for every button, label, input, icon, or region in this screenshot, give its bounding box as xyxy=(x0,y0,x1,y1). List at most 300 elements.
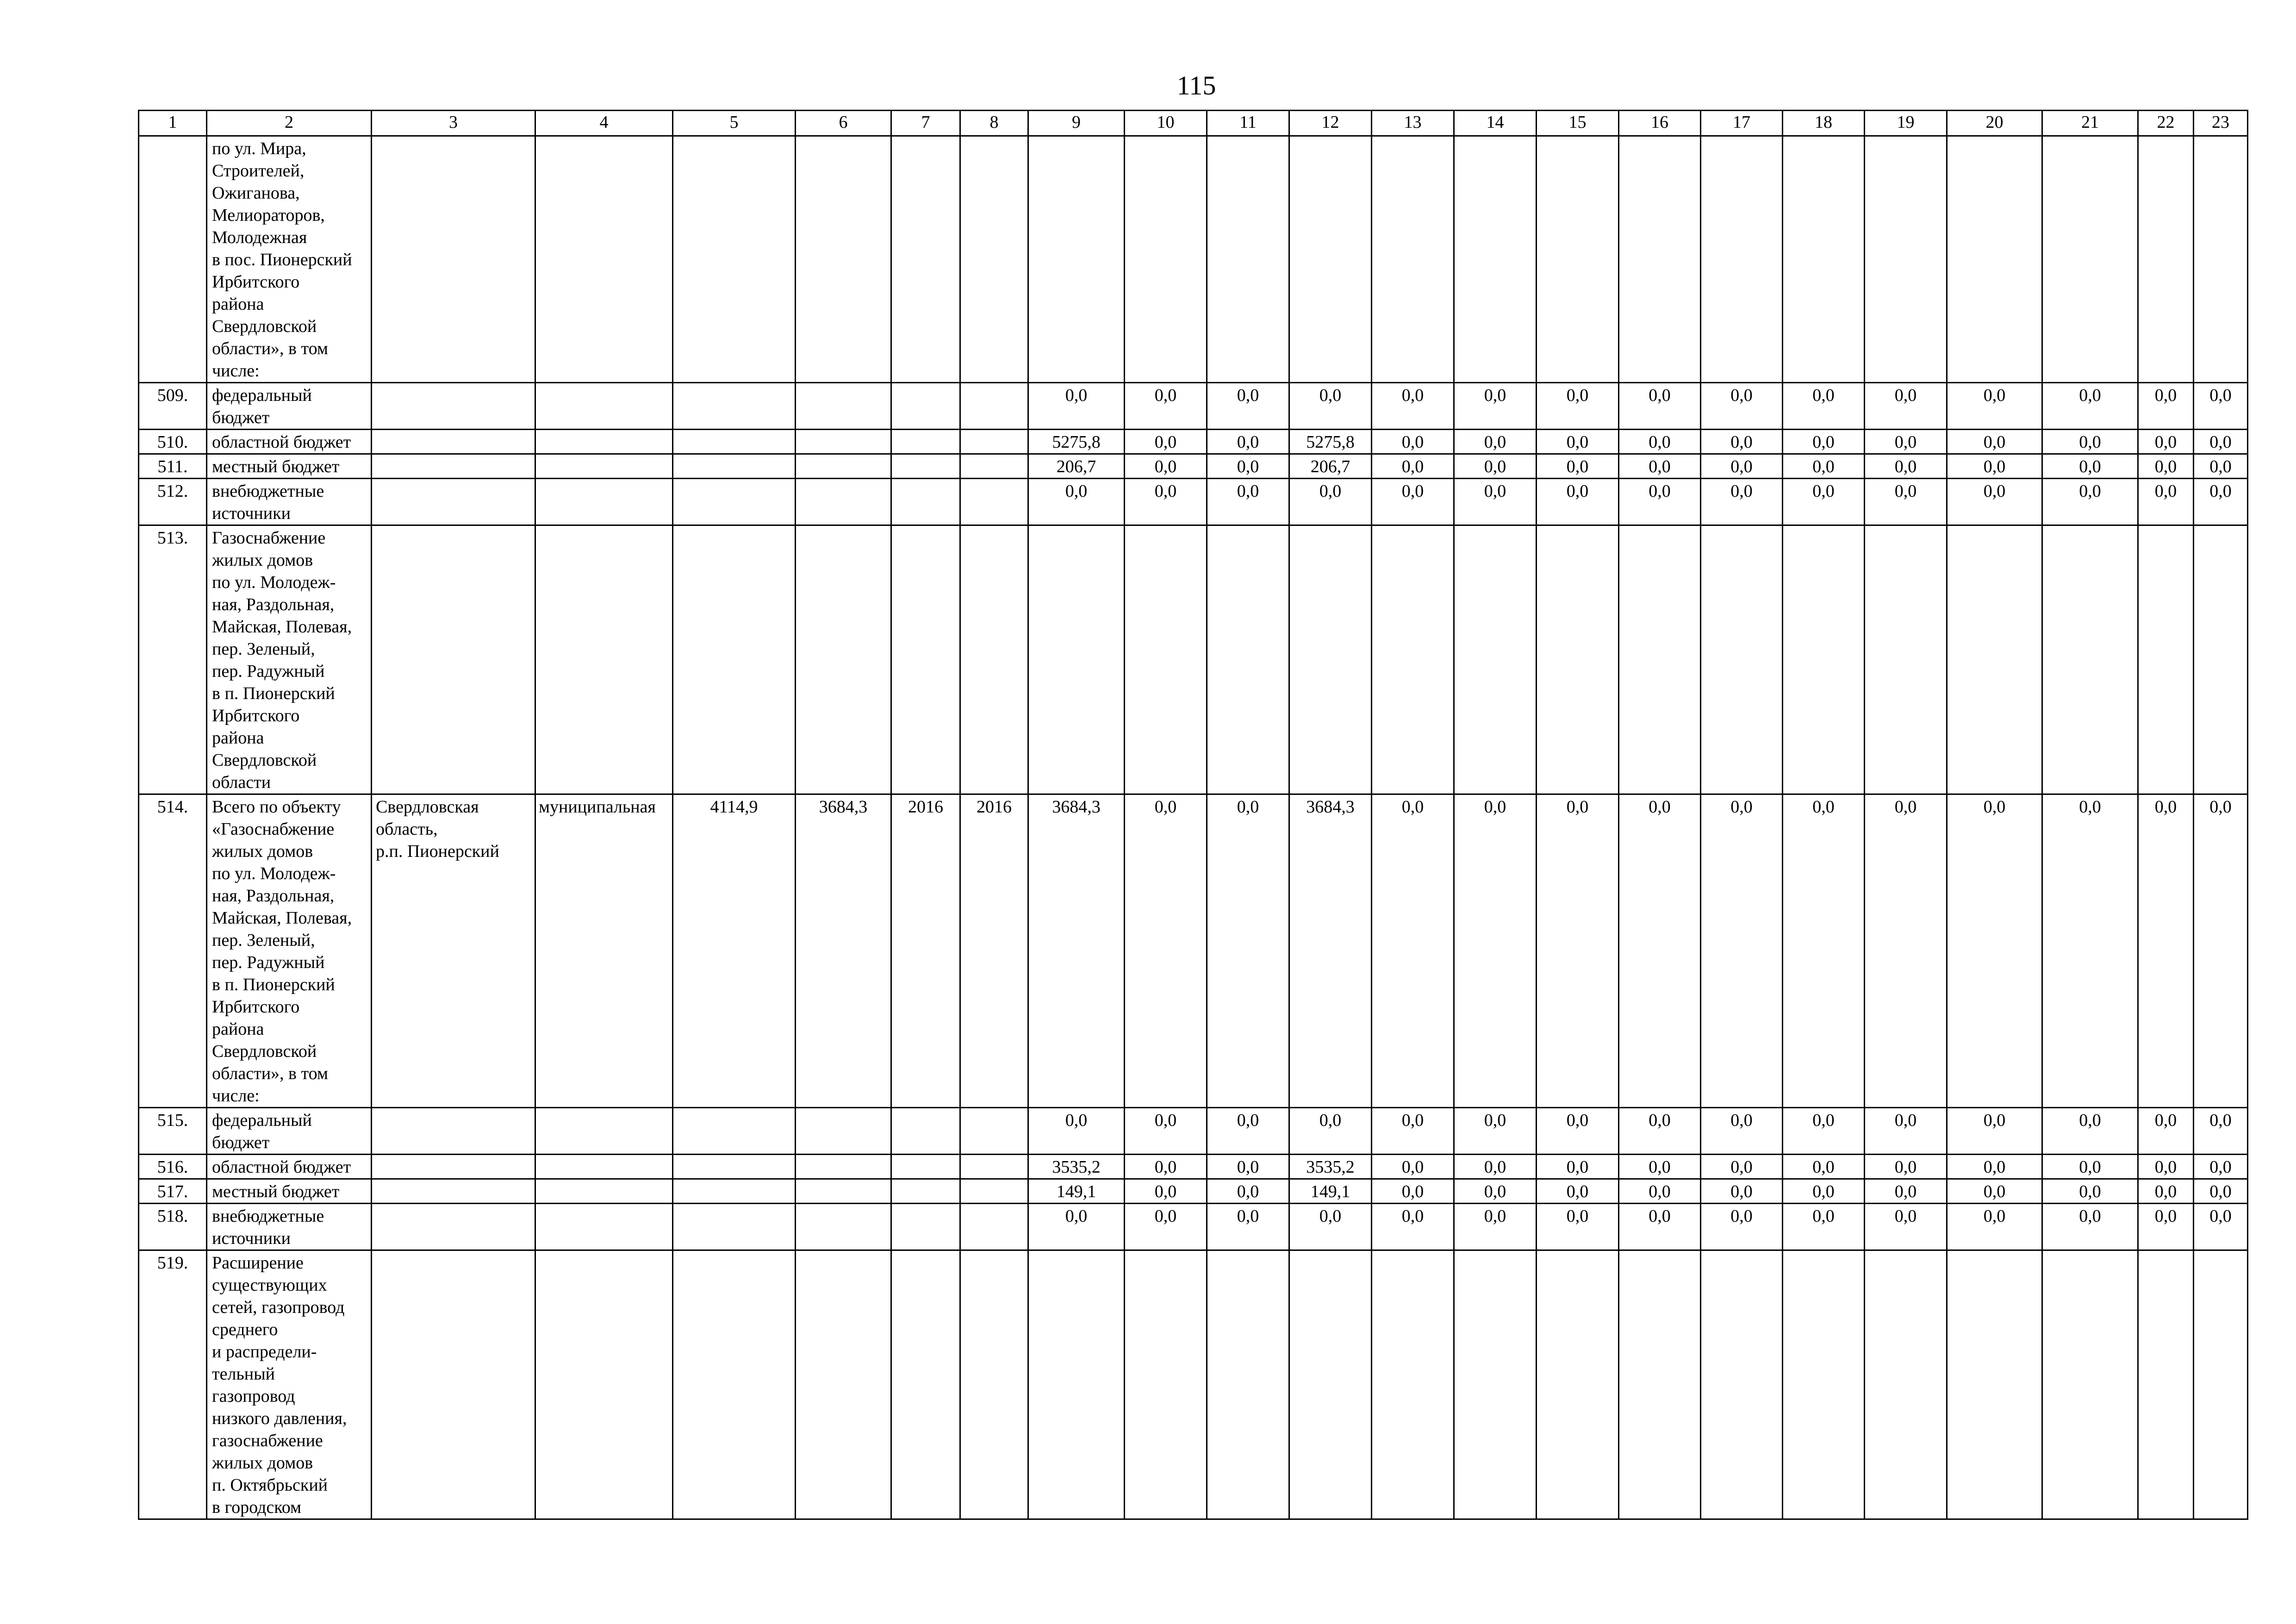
row-number-cell: 519. xyxy=(139,1250,207,1519)
value-cell: 0,0 xyxy=(1207,1179,1289,1204)
value-cell xyxy=(2138,136,2194,383)
value-cell: 0,0 xyxy=(2042,383,2138,430)
value-cell: 0,0 xyxy=(1947,1108,2042,1155)
value-cell xyxy=(796,479,891,525)
value-cell: 0,0 xyxy=(2042,454,2138,479)
value-cell: 0,0 xyxy=(1537,1155,1619,1179)
item-name-cell: по ул. Мира, Строителей, Ожиганова, Мелиораторов, Молодежная в пос. Пионерский Ирбитского района Свердловской области», в том числе: xyxy=(207,136,372,383)
row-number-cell: 516. xyxy=(139,1155,207,1179)
value-cell xyxy=(891,383,960,430)
value-cell: 0,0 xyxy=(1454,430,1537,454)
value-cell: 0,0 xyxy=(1372,479,1454,525)
column-number-header: 17 xyxy=(1701,111,1783,136)
column-number-header: 10 xyxy=(1125,111,1207,136)
value-cell xyxy=(960,1108,1028,1155)
value-cell: 0,0 xyxy=(1865,430,1947,454)
value-cell: 0,0 xyxy=(2194,1108,2248,1155)
value-cell: 0,0 xyxy=(1701,1179,1783,1204)
value-cell xyxy=(1207,525,1289,794)
value-cell: 0,0 xyxy=(2042,1179,2138,1204)
value-cell: 0,0 xyxy=(1125,1179,1207,1204)
value-cell xyxy=(1947,1250,2042,1519)
table-row xyxy=(139,525,2248,794)
value-cell xyxy=(2194,1250,2248,1519)
value-cell xyxy=(960,479,1028,525)
value-cell: 0,0 xyxy=(1207,1155,1289,1179)
row-number-cell: 509. xyxy=(139,383,207,430)
value-cell xyxy=(1701,1250,1783,1519)
table-row xyxy=(139,1108,2248,1155)
value-cell: 0,0 xyxy=(1028,383,1125,430)
value-cell xyxy=(2042,1250,2138,1519)
value-cell xyxy=(1028,1250,1125,1519)
value-cell: 3535,2 xyxy=(1289,1155,1372,1179)
value-cell: 0,0 xyxy=(1372,1179,1454,1204)
value-cell: 0,0 xyxy=(1783,430,1865,454)
value-cell xyxy=(796,1108,891,1155)
column-number-header: 19 xyxy=(1865,111,1947,136)
value-cell: 0,0 xyxy=(1454,1179,1537,1204)
item-name-cell: Газоснабжение жилых домов по ул. Молодеж- ная, Раздольная, Майская, Полевая, пер. Зеленый, пер. Радужный в п. Пионерский Ирбитского района Свердловской области xyxy=(207,525,372,794)
table-row xyxy=(139,1204,2248,1250)
value-cell xyxy=(960,1204,1028,1250)
location-cell xyxy=(372,1179,535,1204)
value-cell xyxy=(1372,136,1454,383)
value-cell xyxy=(1783,525,1865,794)
value-cell: 0,0 xyxy=(1619,1204,1701,1250)
value-cell: 0,0 xyxy=(1701,1155,1783,1179)
value-cell xyxy=(891,525,960,794)
value-cell: 0,0 xyxy=(1537,1108,1619,1155)
value-cell xyxy=(1125,136,1207,383)
value-cell: 2016 xyxy=(891,794,960,1108)
value-cell: 0,0 xyxy=(1947,1179,2042,1204)
value-cell: 0,0 xyxy=(2042,1204,2138,1250)
value-cell: 0,0 xyxy=(1454,454,1537,479)
location-cell xyxy=(372,1155,535,1179)
location-cell xyxy=(372,1108,535,1155)
location-cell xyxy=(372,454,535,479)
value-cell: 0,0 xyxy=(1125,1204,1207,1250)
value-cell: 0,0 xyxy=(2138,454,2194,479)
value-cell: 0,0 xyxy=(1454,1108,1537,1155)
value-cell xyxy=(2138,1250,2194,1519)
value-cell: 0,0 xyxy=(1947,454,2042,479)
item-name-cell: местный бюджет xyxy=(207,1179,372,1204)
value-cell xyxy=(891,1179,960,1204)
value-cell xyxy=(2138,525,2194,794)
value-cell xyxy=(1865,525,1947,794)
value-cell xyxy=(1028,136,1125,383)
value-cell: 0,0 xyxy=(1865,794,1947,1108)
value-cell: 5275,8 xyxy=(1289,430,1372,454)
value-cell xyxy=(960,1250,1028,1519)
value-cell: 0,0 xyxy=(1207,1108,1289,1155)
value-cell xyxy=(673,1108,796,1155)
value-cell xyxy=(796,1179,891,1204)
value-cell: 206,7 xyxy=(1028,454,1125,479)
value-cell xyxy=(1028,525,1125,794)
value-cell: 0,0 xyxy=(2194,1155,2248,1179)
value-cell xyxy=(1619,136,1701,383)
value-cell xyxy=(1947,525,2042,794)
location-cell xyxy=(372,479,535,525)
value-cell: 0,0 xyxy=(1701,1204,1783,1250)
row-number-cell: 515. xyxy=(139,1108,207,1155)
value-cell xyxy=(796,1155,891,1179)
value-cell: 0,0 xyxy=(1028,479,1125,525)
value-cell: 149,1 xyxy=(1289,1179,1372,1204)
value-cell: 0,0 xyxy=(1207,794,1289,1108)
value-cell xyxy=(673,454,796,479)
value-cell xyxy=(2042,136,2138,383)
budget-table xyxy=(138,110,2248,1520)
row-number-cell: 518. xyxy=(139,1204,207,1250)
value-cell xyxy=(1865,1250,1947,1519)
value-cell: 0,0 xyxy=(1028,1108,1125,1155)
value-cell: 0,0 xyxy=(1619,794,1701,1108)
value-cell xyxy=(960,1179,1028,1204)
value-cell: 0,0 xyxy=(1947,1155,2042,1179)
value-cell xyxy=(1207,136,1289,383)
value-cell: 0,0 xyxy=(1537,383,1619,430)
value-cell xyxy=(1289,136,1372,383)
value-cell: 0,0 xyxy=(1125,1108,1207,1155)
ownership-cell xyxy=(535,383,673,430)
value-cell xyxy=(1947,136,2042,383)
value-cell: 0,0 xyxy=(1372,430,1454,454)
value-cell: 0,0 xyxy=(1865,454,1947,479)
item-name-cell: федеральный бюджет xyxy=(207,1108,372,1155)
row-number-cell xyxy=(139,136,207,383)
value-cell: 0,0 xyxy=(2138,1204,2194,1250)
value-cell: 0,0 xyxy=(1783,1155,1865,1179)
value-cell: 0,0 xyxy=(1537,479,1619,525)
value-cell: 0,0 xyxy=(1619,479,1701,525)
value-cell: 0,0 xyxy=(2042,794,2138,1108)
column-number-header: 3 xyxy=(372,111,535,136)
column-number-header: 22 xyxy=(2138,111,2194,136)
value-cell xyxy=(673,1204,796,1250)
value-cell: 0,0 xyxy=(2194,1204,2248,1250)
value-cell: 0,0 xyxy=(1454,1155,1537,1179)
value-cell xyxy=(1372,1250,1454,1519)
value-cell: 0,0 xyxy=(1783,383,1865,430)
value-cell xyxy=(960,136,1028,383)
value-cell: 0,0 xyxy=(1701,1108,1783,1155)
value-cell: 0,0 xyxy=(1701,383,1783,430)
value-cell: 0,0 xyxy=(1783,1204,1865,1250)
value-cell: 0,0 xyxy=(1865,1155,1947,1179)
value-cell: 0,0 xyxy=(1125,1155,1207,1179)
value-cell xyxy=(1454,136,1537,383)
row-number-cell: 512. xyxy=(139,479,207,525)
value-cell: 0,0 xyxy=(1125,479,1207,525)
ownership-cell xyxy=(535,525,673,794)
value-cell: 0,0 xyxy=(1289,1108,1372,1155)
value-cell: 149,1 xyxy=(1028,1179,1125,1204)
value-cell xyxy=(1701,136,1783,383)
value-cell xyxy=(673,136,796,383)
value-cell xyxy=(1537,1250,1619,1519)
ownership-cell xyxy=(535,136,673,383)
value-cell xyxy=(891,1250,960,1519)
value-cell: 0,0 xyxy=(1125,430,1207,454)
value-cell xyxy=(1701,525,1783,794)
item-name-cell: Расширение существующих сетей, газопровод среднего и распредели- тельный газопровод низкого давления, газоснабжение жилых домов п. Октябрьский в городском xyxy=(207,1250,372,1519)
value-cell: 0,0 xyxy=(1537,1179,1619,1204)
row-number-cell: 511. xyxy=(139,454,207,479)
column-number-header: 20 xyxy=(1947,111,2042,136)
value-cell: 0,0 xyxy=(2138,1179,2194,1204)
location-cell xyxy=(372,525,535,794)
location-cell xyxy=(372,136,535,383)
value-cell xyxy=(960,1155,1028,1179)
value-cell xyxy=(1537,136,1619,383)
value-cell: 0,0 xyxy=(1537,794,1619,1108)
value-cell: 0,0 xyxy=(1207,1204,1289,1250)
value-cell: 0,0 xyxy=(2194,383,2248,430)
value-cell: 0,0 xyxy=(2138,1155,2194,1179)
location-cell xyxy=(372,1204,535,1250)
value-cell: 3684,3 xyxy=(796,794,891,1108)
value-cell: 0,0 xyxy=(2194,1179,2248,1204)
table-row xyxy=(139,454,2248,479)
value-cell: 0,0 xyxy=(2194,430,2248,454)
value-cell xyxy=(1372,525,1454,794)
row-number-cell: 510. xyxy=(139,430,207,454)
value-cell: 0,0 xyxy=(1865,1179,1947,1204)
value-cell: 0,0 xyxy=(1619,1108,1701,1155)
value-cell: 0,0 xyxy=(2042,430,2138,454)
column-number-header: 6 xyxy=(796,111,891,136)
table-row xyxy=(139,1179,2248,1204)
ownership-cell xyxy=(535,1108,673,1155)
value-cell: 0,0 xyxy=(1947,794,2042,1108)
table-row xyxy=(139,1250,2248,1519)
value-cell: 0,0 xyxy=(1947,383,2042,430)
value-cell: 0,0 xyxy=(1537,1204,1619,1250)
value-cell: 0,0 xyxy=(1619,1179,1701,1204)
value-cell xyxy=(891,1108,960,1155)
value-cell: 0,0 xyxy=(2042,1108,2138,1155)
value-cell xyxy=(796,454,891,479)
value-cell xyxy=(891,454,960,479)
value-cell: 0,0 xyxy=(1125,794,1207,1108)
value-cell: 0,0 xyxy=(1207,454,1289,479)
column-number-row xyxy=(139,111,2248,136)
value-cell xyxy=(891,430,960,454)
value-cell: 0,0 xyxy=(1537,454,1619,479)
column-number-header: 9 xyxy=(1028,111,1125,136)
row-number-cell: 513. xyxy=(139,525,207,794)
item-name-cell: местный бюджет xyxy=(207,454,372,479)
value-cell: 0,0 xyxy=(1207,430,1289,454)
column-number-header: 8 xyxy=(960,111,1028,136)
item-name-cell: Всего по объекту «Газоснабжение жилых домов по ул. Молодеж- ная, Раздольная, Майская, Полевая, пер. Зеленый, пер. Радужный в п. Пионерский Ирбитского района Свердловской области», в том числе: xyxy=(207,794,372,1108)
value-cell: 0,0 xyxy=(1701,430,1783,454)
ownership-cell xyxy=(535,1250,673,1519)
value-cell xyxy=(796,1204,891,1250)
value-cell xyxy=(796,136,891,383)
location-cell xyxy=(372,383,535,430)
value-cell: 0,0 xyxy=(1372,383,1454,430)
item-name-cell: внебюджетные источники xyxy=(207,479,372,525)
value-cell xyxy=(960,430,1028,454)
value-cell xyxy=(2194,525,2248,794)
value-cell xyxy=(1289,525,1372,794)
ownership-cell xyxy=(535,1204,673,1250)
row-number-cell: 517. xyxy=(139,1179,207,1204)
value-cell xyxy=(891,136,960,383)
value-cell: 0,0 xyxy=(1783,454,1865,479)
value-cell: 0,0 xyxy=(1454,1204,1537,1250)
value-cell xyxy=(673,1250,796,1519)
value-cell: 2016 xyxy=(960,794,1028,1108)
value-cell: 0,0 xyxy=(1947,430,2042,454)
value-cell: 0,0 xyxy=(1783,794,1865,1108)
value-cell: 0,0 xyxy=(1028,1204,1125,1250)
value-cell xyxy=(960,383,1028,430)
value-cell: 0,0 xyxy=(1289,479,1372,525)
value-cell: 0,0 xyxy=(2194,479,2248,525)
value-cell xyxy=(796,525,891,794)
value-cell: 0,0 xyxy=(1783,1179,1865,1204)
value-cell: 3684,3 xyxy=(1289,794,1372,1108)
table-row xyxy=(139,1155,2248,1179)
value-cell xyxy=(796,383,891,430)
value-cell xyxy=(673,1155,796,1179)
item-name-cell: областной бюджет xyxy=(207,430,372,454)
value-cell: 0,0 xyxy=(1701,479,1783,525)
value-cell: 0,0 xyxy=(1454,794,1537,1108)
value-cell xyxy=(673,383,796,430)
table-row xyxy=(139,430,2248,454)
value-cell: 0,0 xyxy=(1537,430,1619,454)
value-cell: 0,0 xyxy=(1289,1204,1372,1250)
value-cell: 0,0 xyxy=(1947,479,2042,525)
value-cell xyxy=(673,430,796,454)
table-row xyxy=(139,794,2248,1108)
location-cell xyxy=(372,1250,535,1519)
value-cell: 0,0 xyxy=(2194,794,2248,1108)
value-cell xyxy=(1619,1250,1701,1519)
table-row xyxy=(139,479,2248,525)
item-name-cell: областной бюджет xyxy=(207,1155,372,1179)
value-cell: 0,0 xyxy=(1865,383,1947,430)
value-cell: 0,0 xyxy=(1619,1155,1701,1179)
value-cell: 0,0 xyxy=(1619,454,1701,479)
value-cell xyxy=(796,430,891,454)
value-cell: 0,0 xyxy=(1619,383,1701,430)
value-cell: 0,0 xyxy=(2138,383,2194,430)
value-cell xyxy=(1125,525,1207,794)
column-number-header: 15 xyxy=(1537,111,1619,136)
value-cell xyxy=(1619,525,1701,794)
column-number-header: 11 xyxy=(1207,111,1289,136)
value-cell xyxy=(673,479,796,525)
value-cell: 0,0 xyxy=(1454,479,1537,525)
value-cell: 0,0 xyxy=(2042,1155,2138,1179)
value-cell: 0,0 xyxy=(1372,1155,1454,1179)
column-number-header: 7 xyxy=(891,111,960,136)
value-cell xyxy=(1454,1250,1537,1519)
value-cell: 0,0 xyxy=(2138,1108,2194,1155)
value-cell xyxy=(1783,136,1865,383)
column-number-header: 18 xyxy=(1783,111,1865,136)
ownership-cell xyxy=(535,430,673,454)
table-row xyxy=(139,136,2248,383)
value-cell: 0,0 xyxy=(1372,1204,1454,1250)
value-cell: 3684,3 xyxy=(1028,794,1125,1108)
value-cell: 0,0 xyxy=(1207,383,1289,430)
value-cell: 0,0 xyxy=(1865,1204,1947,1250)
value-cell: 0,0 xyxy=(1783,479,1865,525)
value-cell: 0,0 xyxy=(1701,454,1783,479)
value-cell: 0,0 xyxy=(2138,430,2194,454)
page-number: 115 xyxy=(1176,70,1216,100)
value-cell: 0,0 xyxy=(1289,383,1372,430)
value-cell: 0,0 xyxy=(1783,1108,1865,1155)
value-cell: 0,0 xyxy=(1947,1204,2042,1250)
value-cell xyxy=(2194,136,2248,383)
value-cell: 0,0 xyxy=(1619,430,1701,454)
column-number-header: 23 xyxy=(2194,111,2248,136)
column-number-header: 5 xyxy=(673,111,796,136)
value-cell: 0,0 xyxy=(1125,454,1207,479)
ownership-cell: муниципальная xyxy=(535,794,673,1108)
value-cell: 0,0 xyxy=(1865,479,1947,525)
ownership-cell xyxy=(535,479,673,525)
table-row xyxy=(139,383,2248,430)
value-cell: 0,0 xyxy=(1454,383,1537,430)
item-name-cell: внебюджетные источники xyxy=(207,1204,372,1250)
column-number-header: 4 xyxy=(535,111,673,136)
value-cell: 0,0 xyxy=(1372,454,1454,479)
column-number-header: 2 xyxy=(207,111,372,136)
value-cell: 0,0 xyxy=(2042,479,2138,525)
value-cell xyxy=(673,525,796,794)
column-number-header: 13 xyxy=(1372,111,1454,136)
value-cell xyxy=(1454,525,1537,794)
value-cell: 4114,9 xyxy=(673,794,796,1108)
column-number-header: 21 xyxy=(2042,111,2138,136)
column-number-header: 12 xyxy=(1289,111,1372,136)
value-cell: 3535,2 xyxy=(1028,1155,1125,1179)
column-number-header: 1 xyxy=(139,111,207,136)
ownership-cell xyxy=(535,1155,673,1179)
value-cell xyxy=(1537,525,1619,794)
value-cell xyxy=(1865,136,1947,383)
ownership-cell xyxy=(535,1179,673,1204)
value-cell: 0,0 xyxy=(2138,479,2194,525)
value-cell xyxy=(891,1155,960,1179)
value-cell: 0,0 xyxy=(2138,794,2194,1108)
column-number-header: 14 xyxy=(1454,111,1537,136)
location-cell xyxy=(372,430,535,454)
value-cell xyxy=(1289,1250,1372,1519)
value-cell xyxy=(960,454,1028,479)
value-cell xyxy=(1125,1250,1207,1519)
value-cell xyxy=(796,1250,891,1519)
column-number-header: 16 xyxy=(1619,111,1701,136)
value-cell: 0,0 xyxy=(1865,1108,1947,1155)
value-cell: 0,0 xyxy=(2194,454,2248,479)
value-cell xyxy=(891,1204,960,1250)
location-cell: Свердловская область, р.п. Пионерский xyxy=(372,794,535,1108)
value-cell xyxy=(2042,525,2138,794)
value-cell xyxy=(1783,1250,1865,1519)
